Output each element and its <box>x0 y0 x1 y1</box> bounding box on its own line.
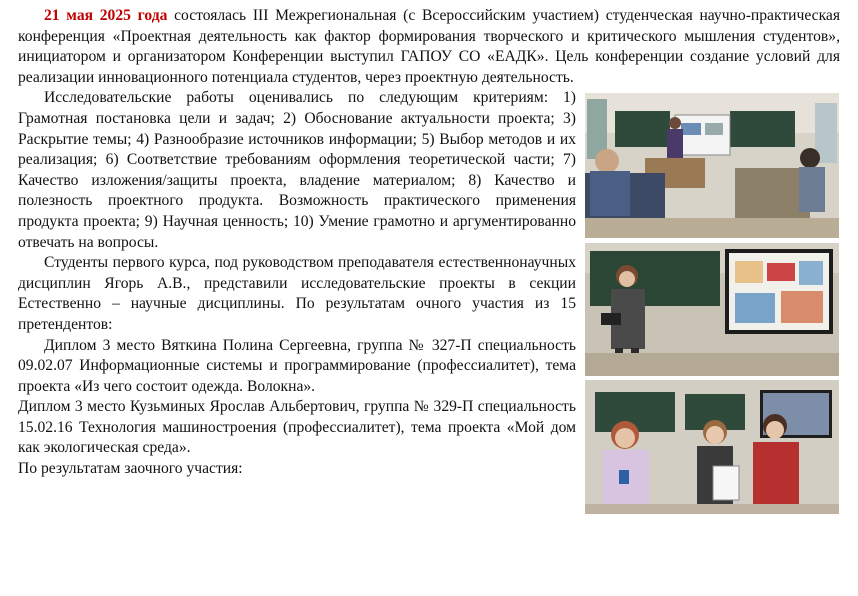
students-paragraph: Студенты первого курса, под руководством преподавателя естественнонаучных дисциплин Ягорь А.В., представили исследовательские проекты в секции Естественно – научные дисциплины. По результатам очного участия из 15 претендентов: <box>18 254 576 333</box>
intro-text: состоялась III Межрегиональная (с Всероссийским участием) студенческая научно-практическая конференция «Проектная деятельность как фактор формирования творческого и критического мышления студентов», инициатором и организатором Конференции выступил ГАПОУ СО «ЕАДК». Цель конференции создание условий для реализации инновационного потенциала студентов, через проектную деятельность. <box>18 7 840 86</box>
criteria-paragraph: Исследовательские работы оценивались по следующим критериям: 1) Грамотная постановка цели и задач; 2) Обоснование актуальности проекта; 3) Раскрытие темы; 4) Разнообразие источников информации; 5) Выбор методов и их реализация; 6) Соответствие требованиям оформления теоретической части; 7) Качество изложения/защиты проекта, владение материалом; 8) Качество и полезность проектного продукта. Возможность практического применения продукта проекта; 9) Научная ценность; 10) Умение грамотно и аргументированно отвечать на вопросы. <box>18 89 576 251</box>
remote-results: По результатам заочного участия: <box>18 460 243 478</box>
article-body <box>18 6 840 596</box>
photo-float-spacer <box>576 176 840 596</box>
diploma-1: Диплом 3 место Вяткина Полина Сергеевна, группа № 327-П специальность 09.02.07 Информационные системы и программирование (профессиалитет), тема проекта «Из чего состоит одежда. Волокна». <box>18 336 576 395</box>
diploma-2: Диплом 3 место Кузьминых Ярослав Альбертович, группа № 329-П специальность 15.02.16 Технология машиностроения (профессиалитет), тема проекта «Мой дом как экологическая среда». <box>18 398 576 457</box>
event-date: 21 мая 2025 года <box>44 7 168 24</box>
intro-paragraph <box>18 6 840 88</box>
